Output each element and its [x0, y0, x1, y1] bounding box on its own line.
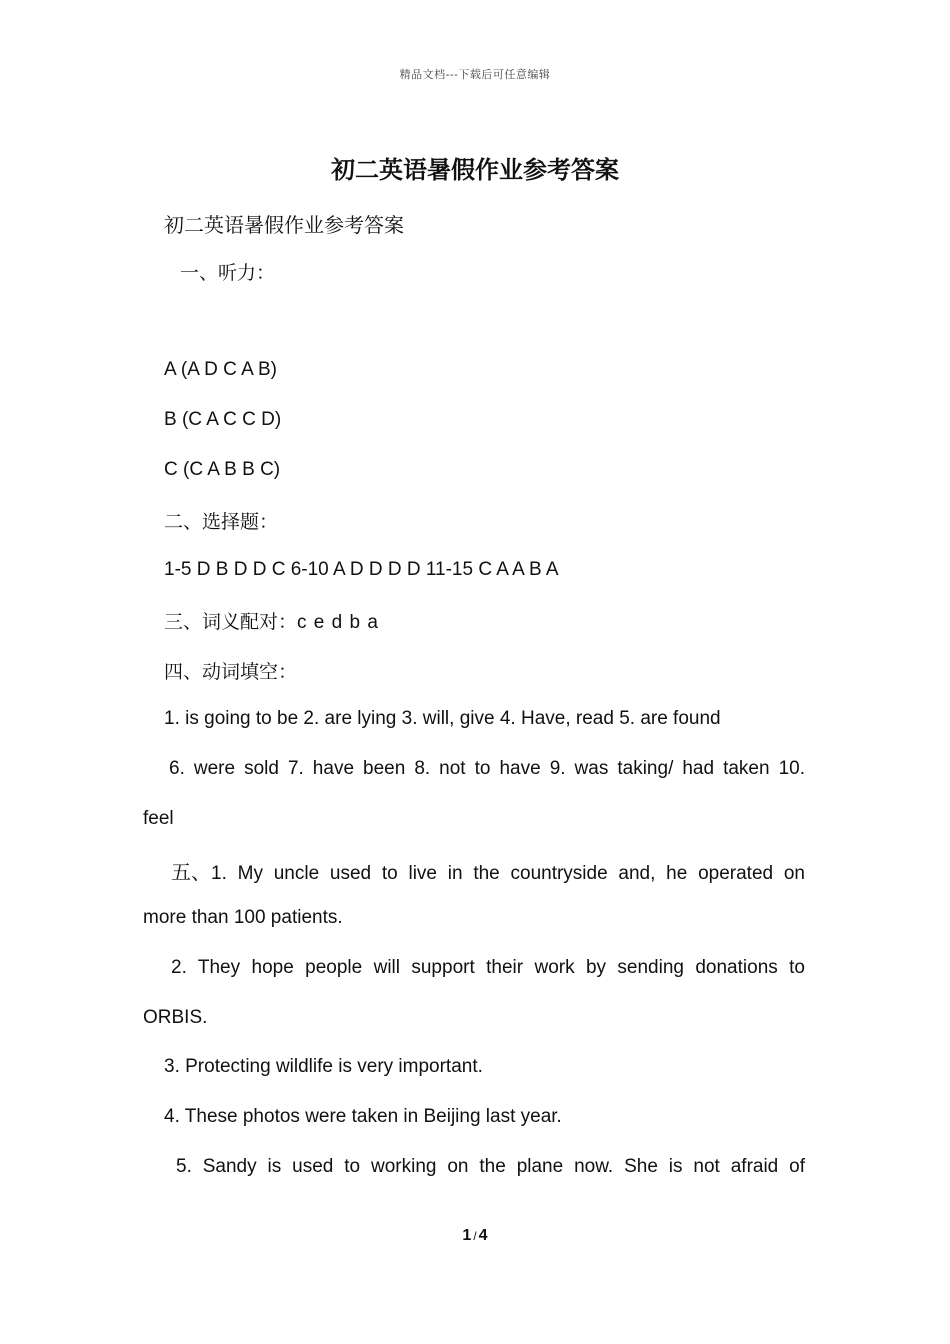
- listening-answer-c: C (C A B B C): [164, 459, 281, 480]
- section-1-heading: 一、听力：: [180, 262, 276, 284]
- listening-answer-a: A (A D C A B): [164, 359, 277, 380]
- section-5-item-5-line-1: 5. Sandy is used to working on the plane now. She is not afraid of: [176, 1156, 805, 1177]
- section-5-label: 五、: [171, 860, 211, 884]
- section-3-heading: 三、词义配对：: [164, 611, 298, 633]
- section-5-item-1-line-1: 1. My uncle used to live in the countryside and, he operated on: [211, 863, 805, 884]
- section-5-item-2-line-2: ORBIS.: [143, 1007, 208, 1028]
- section-2-heading: 二、选择题：: [164, 511, 279, 533]
- document-title: 初二英语暑假作业参考答案: [331, 155, 619, 184]
- section-5-item-1-line-2: more than 100 patients.: [143, 907, 343, 928]
- verb-answers-line-2: 6. were sold 7. have been 8. not to have 9. was taking/ had taken 10.: [169, 758, 805, 779]
- page-number: [0, 1227, 950, 1245]
- section-5-item-2-line-1: 2. They hope people will support their work by sending donations to: [171, 957, 805, 978]
- choice-answers: 1-5 D B D D C 6-10 A D D D D 11-15 C A A B A: [164, 559, 559, 580]
- section-3-line: [164, 607, 379, 634]
- verb-answers-line-1: 1. is going to be 2. are lying 3. will, give 4. Have, read 5. are found: [164, 708, 721, 729]
- total-page-count: 4: [478, 1227, 488, 1244]
- section-3-answers: c e d b a: [297, 612, 379, 633]
- section-4-heading: 四、动词填空：: [164, 661, 298, 683]
- document-subtitle: 初二英语暑假作业参考答案: [164, 213, 404, 237]
- page-separator: /: [473, 1229, 477, 1243]
- verb-answers-line-2-continued: feel: [143, 808, 174, 829]
- section-5-item-1-line-1-row: [143, 856, 805, 885]
- section-5-item-4: 4. These photos were taken in Beijing last year.: [164, 1106, 562, 1127]
- page-header-note: 精品文档---下载后可任意编辑: [399, 68, 551, 81]
- section-5-item-3: 3. Protecting wildlife is very important.: [164, 1056, 483, 1077]
- current-page-number: 1: [462, 1227, 472, 1244]
- listening-answer-b: B (C A C C D): [164, 409, 282, 430]
